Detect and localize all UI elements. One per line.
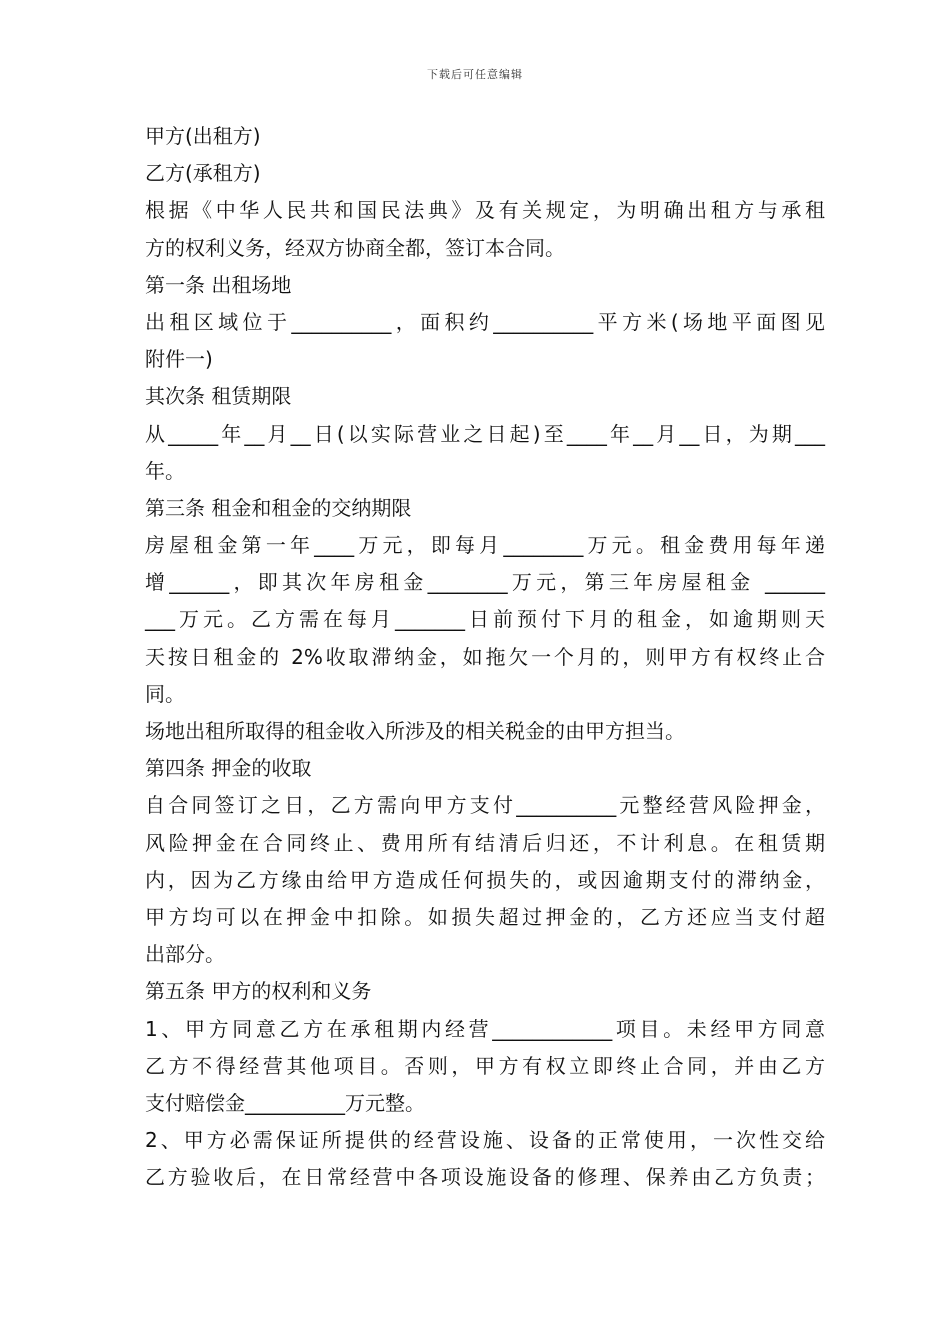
party-a-line: 甲方(出租方) xyxy=(145,124,261,148)
article-3-line-1: 房屋租金第一年____万元，即每月________万元。租金费用每年递 xyxy=(145,533,825,558)
contract-body xyxy=(145,118,825,1196)
article-4-line-1: 自合同签订之日，乙方需向甲方支付__________元整经营风险押金， xyxy=(145,793,825,818)
article-2-line-1: 从_____年__月__日(以实际营业之日起)至____年__月__日，为期___ xyxy=(145,421,825,446)
article-2-heading: 其次条 租赁期限 xyxy=(145,384,292,409)
article-3-line-4: 天按日租金的 2%收取滞纳金，如拖欠一个月的，则甲方有权终止合 xyxy=(145,644,825,669)
article-1-heading: 第一条 出租场地 xyxy=(145,272,292,297)
article-4-line-2: 风险押金在合同终止、费用所有结清后归还，不计利息。在租赁期 xyxy=(145,830,825,855)
article-1-line-2: 附件一) xyxy=(145,347,213,372)
article-4-line-3: 内，因为乙方缘由给甲方造成任何损失的，或因逾期支付的滞纳金， xyxy=(145,867,825,892)
article-4-line-5: 出部分。 xyxy=(145,942,225,967)
page-header-note: 下载后可任意编辑 xyxy=(427,68,523,81)
article-3-line-3: ___万元。乙方需在每月_______日前预付下月的租金，如逾期则天 xyxy=(145,607,825,632)
article-5-heading: 第五条 甲方的权利和义务 xyxy=(145,979,372,1004)
article-5-item-1-line-1: 1、甲方同意乙方在承租期内经营____________项目。未经甲方同意 xyxy=(145,1016,825,1041)
article-2-line-2: 年。 xyxy=(145,458,185,483)
article-3-line-5: 同。 xyxy=(145,681,185,706)
article-3-tax-line: 场地出租所取得的租金收入所涉及的相关税金的由甲方担当。 xyxy=(145,719,685,743)
article-3-heading: 第三条 租金和租金的交纳期限 xyxy=(145,495,412,520)
article-5-item-2-line-2: 乙方验收后，在日常经营中各项设施设备的修理、保养由乙方负责； xyxy=(145,1165,825,1190)
article-4-heading: 第四条 押金的收取 xyxy=(145,756,312,781)
preamble-line-2: 方的权利义务，经双方协商全都，签订本合同。 xyxy=(145,235,565,260)
article-4-line-4: 甲方均可以在押金中扣除。如损失超过押金的，乙方还应当支付超 xyxy=(145,904,825,929)
article-5-item-1-line-3: 支付赔偿金__________万元整。 xyxy=(145,1090,425,1115)
article-5-item-2-line-1: 2、甲方必需保证所提供的经营设施、设备的正常使用，一次性交给 xyxy=(145,1128,825,1153)
article-1-line-1: 出租区域位于__________，面积约__________平方米(场地平面图见 xyxy=(145,309,825,334)
preamble-line-1: 根据《中华人民共和国民法典》及有关规定，为明确出租方与承租 xyxy=(145,198,825,223)
article-5-item-1-line-2: 乙方不得经营其他项目。否则，甲方有权立即终止合同，并由乙方 xyxy=(145,1053,825,1078)
party-b-line: 乙方(承租方) xyxy=(145,161,261,186)
article-3-line-2: 增______，即其次年房租金________万元，第三年房屋租金 ______ xyxy=(145,570,825,595)
